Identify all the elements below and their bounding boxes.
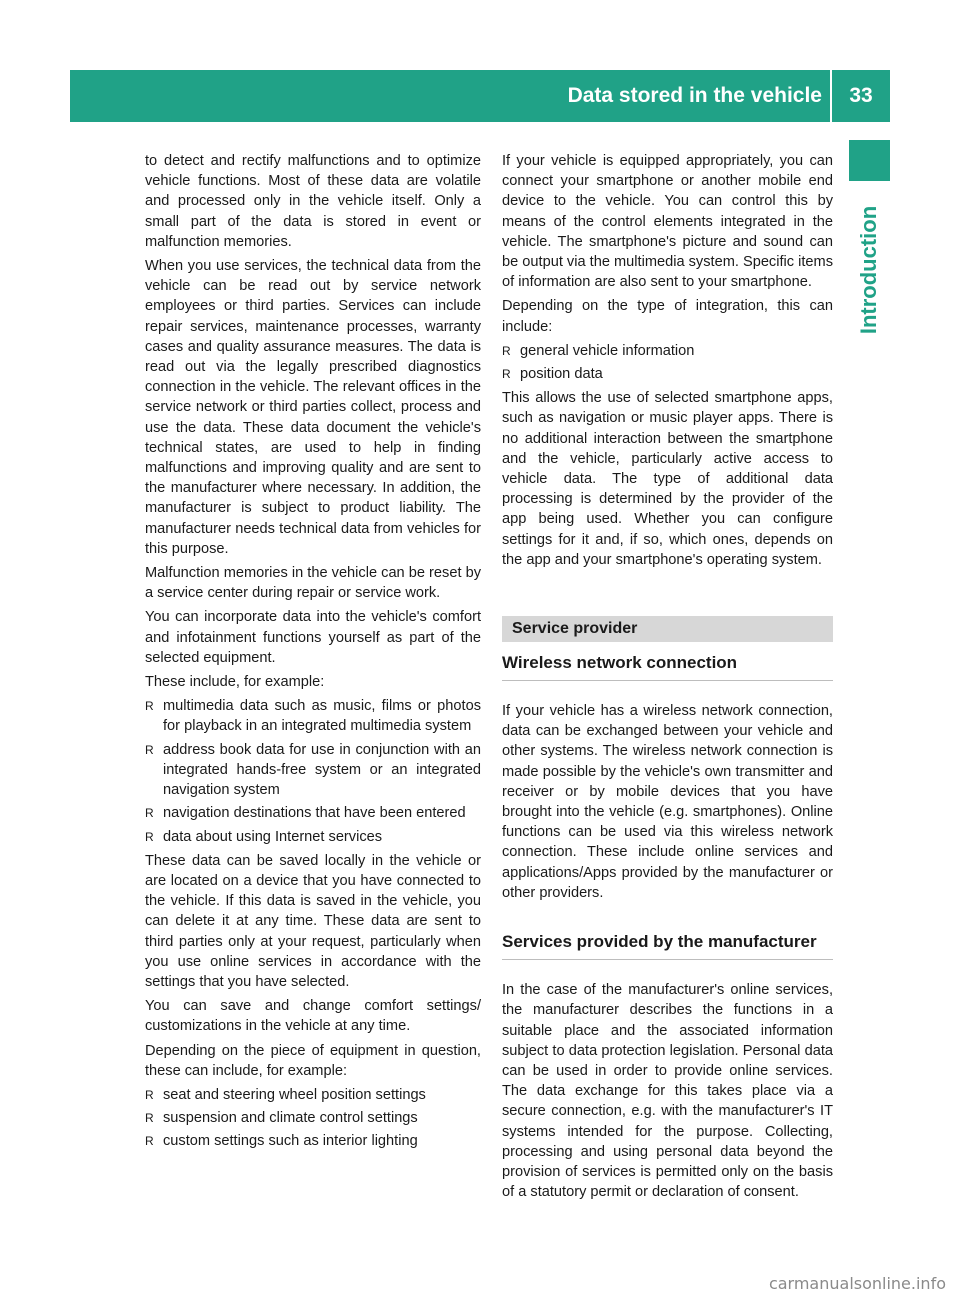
list-item-text: multimedia data such as music, films or photos for playback in an integrated multimedia system xyxy=(163,698,481,735)
bullet-icon: R xyxy=(502,367,511,382)
paragraph: If your vehicle has a wireless network connection, data can be exchanged between your vehicle and other systems. The wireless network connection is made possible by the vehicle's own transmitter and receiver or by mobile devices that you have brought into the vehicle (e.g. smartphones). Online functions can be used via this wireless network connection. These include online services and applications/Apps provided by the manufacturer or other providers. xyxy=(502,703,833,901)
list-item xyxy=(502,364,833,384)
list-item xyxy=(145,1108,481,1128)
bullet-icon: R xyxy=(145,806,154,821)
paragraph: Depending on the piece of equipment in question, these can include, for example: xyxy=(145,1042,481,1079)
bullet-list xyxy=(145,696,481,846)
page-title: Data stored in the vehicle xyxy=(567,84,822,107)
paragraph: Malfunction memories in the vehicle can be reset by a service center during repair or service work. xyxy=(145,565,481,602)
paragraph: These include, for example: xyxy=(145,674,325,691)
paragraph: to detect and rectify malfunctions and to optimize vehicle functions. Most of these data are volatile and processed only in the vehicle itself. Only a small part of the data is stored in event or malfunction memories. xyxy=(145,153,481,250)
list-item-text: suspension and climate control settings xyxy=(163,1110,418,1127)
list-item-text: data about using Internet services xyxy=(163,828,383,845)
left-column xyxy=(145,151,481,1156)
list-item xyxy=(145,827,481,847)
paragraph: You can save and change comfort settings/ customizations in the vehicle at any time. xyxy=(145,998,481,1035)
watermark: carmanualsonline.info xyxy=(768,1274,946,1293)
list-item xyxy=(145,696,481,736)
paragraph: This allows the use of selected smartphone apps, such as navigation or music player apps. There is no additional interaction between the smartphone and the vehicle, particularly active access to vehicle data. The type of additional data processing is determined by the provider of the app being used. Whether you can configure settings for it and, if so, which ones, depends on the app and your smartphone's operating system. xyxy=(502,390,833,568)
list-item xyxy=(145,740,481,801)
list-item-text: position data xyxy=(520,366,603,383)
paragraph: In the case of the manufacturer's online services, the manufacturer describes the functions in a suitable place and the associated information subject to data protection legislation. Personal data can be used in order to provide online services. The data exchange for this takes place via a secure connection, e.g. with the manufacturer's IT systems intended for the purpose. Collecting, processing and using personal data beyond the provision of services is permitted only on the basis of a statutory permit or declaration of consent. xyxy=(502,982,833,1201)
list-item-text: general vehicle information xyxy=(520,342,695,359)
bullet-icon: R xyxy=(145,1087,154,1102)
section-heading: Wireless network connection xyxy=(502,652,833,681)
paragraph: These data can be saved locally in the vehicle or are located on a device that you have connected to the vehicle. If this data is saved in the vehicle, you can delete it at any time. These data are sent to third parties only at your request, particularly when you use online services in accordance with the settings that you have selected. xyxy=(145,852,481,990)
bullet-icon: R xyxy=(145,742,154,757)
list-item xyxy=(145,1085,481,1105)
paragraph: If your vehicle is equipped appropriately, you can connect your smartphone or another mobile end device to the vehicle. You can control this by means of the control elements integrated in the vehicle. The smartphone's picture and sound can be output via the multimedia system. Specific items of information are also sent to your smartphone. xyxy=(502,153,833,291)
list-item-text: address book data for use in conjunction with an integrated hands-free system or an integrated navigation system xyxy=(163,741,481,799)
list-item-text: navigation destinations that have been entered xyxy=(163,805,466,822)
bullet-list xyxy=(145,1085,481,1152)
list-item xyxy=(145,803,481,823)
list-item-text: seat and steering wheel position settings xyxy=(163,1086,426,1103)
bullet-icon: R xyxy=(145,699,154,714)
side-tab-label: Introduction xyxy=(856,205,881,335)
section-heading: Services provided by the manufacturer xyxy=(502,931,833,960)
paragraph: You can incorporate data into the vehicle's comfort and infotainment functions yourself as part of the selected equipment. xyxy=(145,609,481,666)
page-number: 33 xyxy=(849,84,873,107)
right-column xyxy=(502,151,833,1206)
paragraph: Depending on the type of integration, this can include: xyxy=(502,298,833,335)
bullet-icon: R xyxy=(145,1134,154,1149)
list-item-text: custom settings such as interior lighting xyxy=(163,1133,418,1150)
bullet-icon: R xyxy=(145,1111,154,1126)
paragraph: When you use services, the technical data from the vehicle can be read out by service network employees or third parties. Services can include repair services, maintenance processes, warranty cases and quality assurance measures. The data is read out via the legally prescribed diagnostics connection in the vehicle. The relevant offices in the service network or third parties collect, process and use the data. These data document the vehicle's technical states, are used to help in finding malfunctions and improving quality and are sent to the manufacturer where necessary. In addition, the manufacturer is subject to product liability. The manufacturer needs technical data from vehicles for this purpose. xyxy=(145,258,481,557)
bullet-icon: R xyxy=(145,829,154,844)
section-bar: Service provider xyxy=(502,616,833,642)
bullet-list xyxy=(502,341,833,384)
list-item xyxy=(145,1131,481,1151)
side-tab-block xyxy=(849,140,890,181)
list-item xyxy=(502,341,833,361)
bullet-icon: R xyxy=(502,343,511,358)
